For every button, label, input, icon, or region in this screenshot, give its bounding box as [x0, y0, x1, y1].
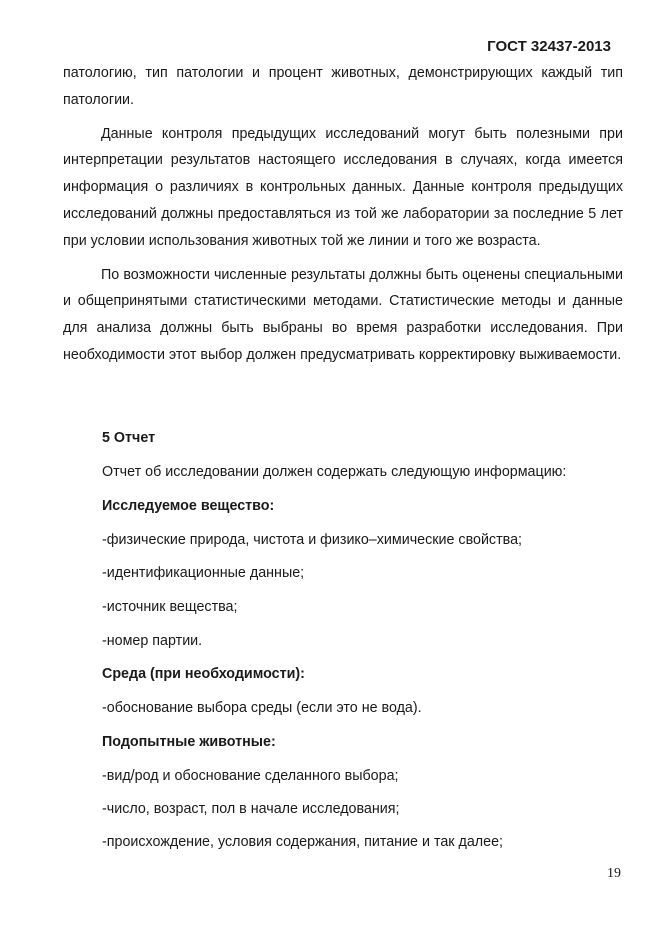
- list-item: -физические природа, чистота и физико–химические свойства;: [102, 532, 522, 548]
- document-standard-header: ГОСТ 32437-2013: [487, 38, 611, 55]
- section-intro: Отчет об исследовании должен содержать следующую информацию:: [102, 464, 567, 480]
- paragraph-continuation: патологию, тип патологии и процент животных, демонстрирующих каждый тип патологии.: [63, 65, 623, 108]
- paragraph-statistics: По возможности численные результаты должны быть оценены специальными и общепринятыми статистическими методами. Статистические методы и данные для анализа должны быть выбраны во время разработки исследования. При необходимости этот выбор должен предусматривать корректировку выживаемости.: [63, 266, 623, 363]
- list-item: -обоснование выбора среды (если это не вода).: [102, 700, 422, 716]
- medium-title: Среда (при необходимости):: [102, 666, 305, 682]
- animals-title: Подопытные животные:: [102, 734, 276, 750]
- paragraph-control-data: Данные контроля предыдущих исследований могут быть полезными при интерпретации результатов настоящего исследования в случаях, когда имеется информация о различиях в контрольных данных. Данные контроля предыдущих исследований должны предоставляться из той же лаборатории за последние 5 лет при условии использования животных той же линии и того же возраста.: [63, 125, 623, 249]
- test-substance-title: Исследуемое вещество:: [102, 498, 275, 514]
- list-item: -источник вещества;: [102, 599, 238, 615]
- document-body: [63, 60, 623, 369]
- list-item: -происхождение, условия содержания, питание и так далее;: [102, 834, 504, 850]
- list-item: -вид/род и обоснование сделанного выбора;: [102, 768, 399, 784]
- list-item: -номер партии.: [102, 633, 203, 649]
- section-heading: 5 Отчет: [102, 430, 156, 446]
- list-item: -идентификационные данные;: [102, 565, 305, 581]
- list-item: -число, возраст, пол в начале исследования;: [102, 801, 400, 817]
- page-number: 19: [607, 866, 621, 881]
